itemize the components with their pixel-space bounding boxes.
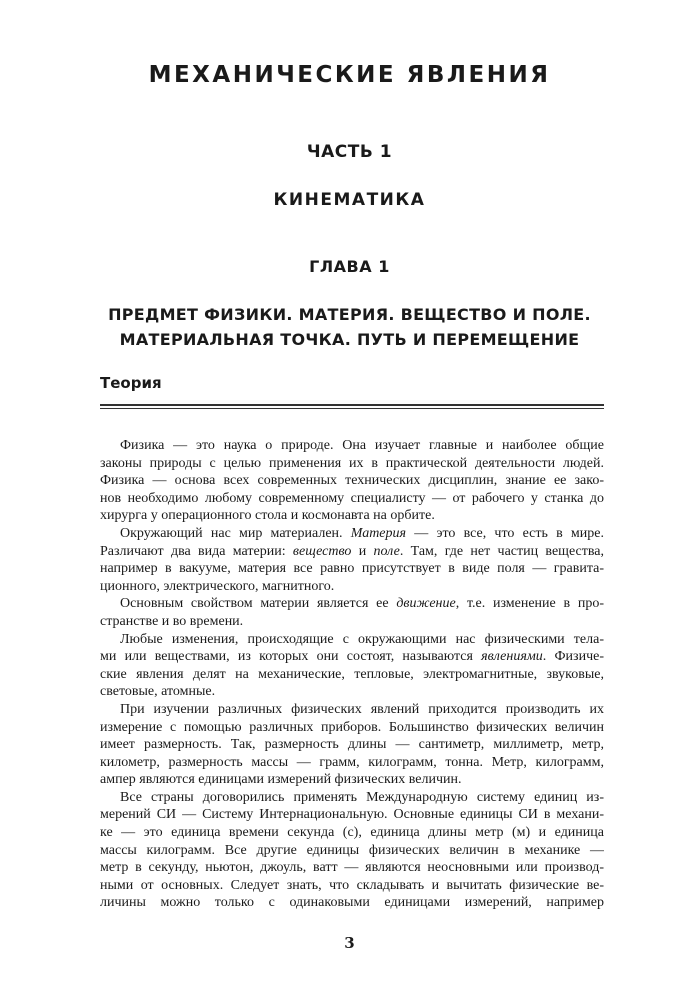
text-span: измерение с помощью различных приборов. Большинство физических величин (100, 719, 604, 735)
subheading-theory: Теория (100, 374, 162, 392)
text-line (100, 472, 604, 490)
text-span: ционного, электрического, магнитного. (100, 578, 335, 594)
text-span: например в вакууме, материя все равно присутствует в виде поля — гравита- (100, 561, 604, 577)
text-span: хирурга у операционного стола и космонавта на орбите. (100, 508, 435, 524)
paragraph (100, 595, 604, 630)
text-line (100, 842, 604, 860)
text-span: ке — это единица времени секунда (с), единица длины метр (м) и единица (100, 825, 604, 841)
italic-term: явлениями (481, 649, 543, 665)
text-span: Все страны договорились применять Международную систему единиц из- (120, 789, 604, 805)
text-span: . Там, где нет частиц вещества, (399, 543, 604, 559)
text-line (100, 789, 604, 807)
page-number: 3 (344, 934, 355, 952)
paragraph (100, 789, 604, 912)
text-line (100, 894, 604, 912)
text-line (100, 560, 604, 578)
text-span: , т.е. изменение в про- (455, 596, 604, 612)
text-span: световые, атомные. (100, 684, 216, 700)
text-span: Различают два вида материи: (100, 543, 293, 559)
text-span: мерений СИ — Систему Интернациональную. Основные единицы СИ в механи- (100, 807, 604, 823)
text-line (100, 859, 604, 877)
text-line (100, 525, 604, 543)
text-span: километр, размерность массы — грамм, килограмм, тонна. Метр, килограмм, (100, 754, 604, 770)
paragraph (100, 437, 604, 525)
text-line (100, 754, 604, 772)
text-span: Окружающий нас мир материален. (120, 525, 351, 541)
text-line (100, 507, 604, 525)
italic-term: поле (373, 543, 400, 559)
text-line (100, 701, 604, 719)
text-span: ские явления делят на механические, тепловые, электромагнитные, звуковые, (100, 666, 604, 682)
chapter-title-line: ПРЕДМЕТ ФИЗИКИ. МАТЕРИЯ. ВЕЩЕСТВО И ПОЛЕ. (108, 305, 591, 324)
text-line (100, 543, 604, 561)
chapter-label: ГЛАВА 1 (309, 257, 390, 276)
text-span: Любые изменения, происходящие с окружающими нас физическими тела- (120, 631, 604, 647)
text-line (100, 613, 604, 631)
text-line (100, 719, 604, 737)
chapter-title (0, 302, 699, 352)
text-span: Физика — основа всех современных технических дисциплин, знание ее зако- (100, 473, 604, 489)
text-span: . Физиче- (542, 649, 604, 665)
text-span: Физика — это наука о природе. Она изучает главные и наиболее общие (120, 438, 604, 453)
italic-term: вещество (292, 543, 352, 559)
text-line (100, 631, 604, 649)
italic-term: движение (396, 596, 456, 612)
text-line (100, 824, 604, 842)
paragraph (100, 701, 604, 789)
part-title: КИНЕМАТИКА (273, 190, 426, 210)
text-line (100, 771, 604, 789)
text-line (100, 736, 604, 754)
italic-term: Материя (350, 525, 407, 541)
text-line (100, 455, 604, 473)
text-line (100, 437, 604, 455)
part-label: ЧАСТЬ 1 (306, 142, 393, 162)
text-line (100, 683, 604, 701)
text-line (100, 578, 604, 596)
text-span: нов необходимо любому современному специалисту — от рабочего у станка до (100, 490, 604, 506)
paragraph (100, 525, 604, 595)
section-title: МЕХАНИЧЕСКИЕ ЯВЛЕНИЯ (148, 62, 551, 88)
text-span: ными от основных. Следует знать, что складывать и вычитать физические ве- (100, 877, 604, 893)
text-line (100, 648, 604, 666)
text-span: законы природы с целью применения их в практической деятельности людей. (100, 455, 604, 471)
text-span: метр в секунду, ньютон, джоуль, ватт — являются неосновными или производ- (100, 860, 604, 876)
text-span: ампер являются единицами измерений физических величин. (100, 772, 462, 788)
text-line (100, 595, 604, 613)
text-span: личины можно только с одинаковыми единицами измерений, например (100, 895, 604, 911)
text-span: странстве и во времени. (100, 613, 244, 629)
paragraph (100, 631, 604, 701)
text-span: имеет размерность. Так, размерность длины — сантиметр, миллиметр, метр, (100, 737, 604, 753)
body-text (100, 437, 604, 912)
text-span: ми или веществами, из которых они состоят, называются (100, 649, 482, 665)
text-line (100, 666, 604, 684)
text-span: массы килограмм. Все другие единицы физических величин в механике — (100, 842, 604, 858)
chapter-title-line: МАТЕРИАЛЬНАЯ ТОЧКА. ПУТЬ И ПЕРЕМЕЩЕНИЕ (119, 330, 580, 349)
text-span: При изучении различных физических явлений приходится производить их (120, 701, 604, 717)
double-rule-divider (100, 404, 604, 409)
text-span: — это все, что есть в мире. (406, 525, 604, 541)
text-span: и (351, 543, 374, 559)
text-line (100, 877, 604, 895)
text-span: Основным свойством материи является ее (120, 596, 397, 612)
text-line (100, 490, 604, 508)
text-line (100, 806, 604, 824)
